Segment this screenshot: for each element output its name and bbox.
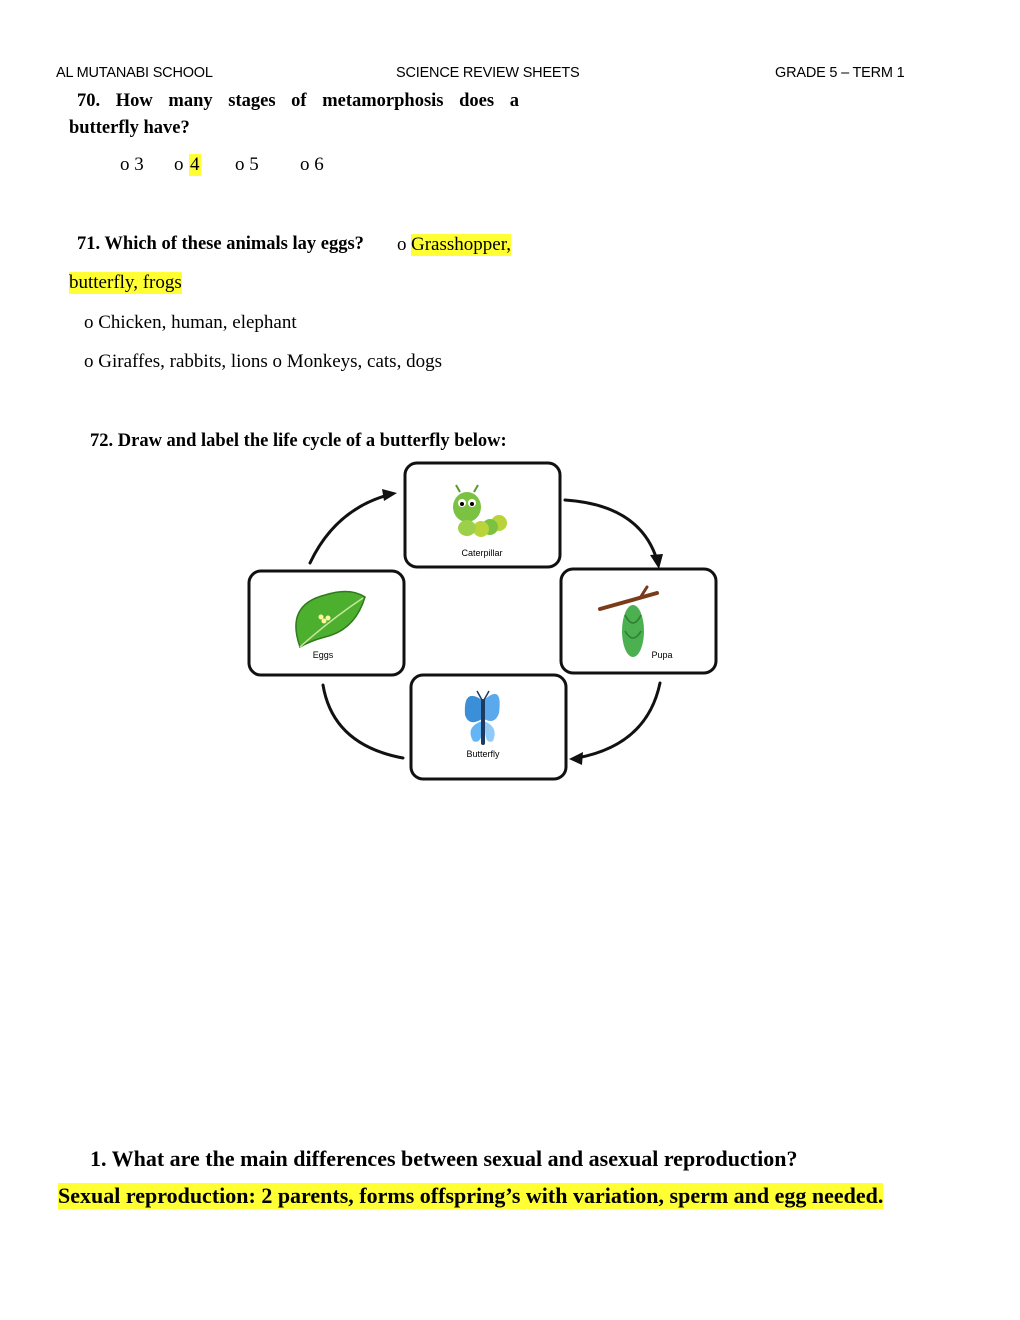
question-71: 71. Which of these animals lay eggs? — [77, 234, 364, 254]
option-4-answer: 4 — [190, 154, 200, 175]
option-a-answer-part2: butterfly, frogs — [69, 272, 182, 293]
option-6: o 6 — [300, 154, 324, 175]
arrow-eggs-to-caterpillar — [310, 495, 388, 563]
arrow-butterfly-to-eggs — [323, 685, 403, 758]
option-c: o Giraffes, rabbits, lions o Monkeys, cats, dogs — [84, 351, 442, 372]
option-3: o 3 — [120, 154, 144, 175]
option-4-marker: o — [174, 154, 184, 175]
question-70 — [69, 88, 519, 142]
option-b: o Chicken, human, elephant — [84, 312, 297, 333]
answer-1: Sexual reproduction: 2 parents, forms offspring’s with variation, sperm and egg needed. — [58, 1183, 884, 1208]
header-school: AL MUTANABI SCHOOL — [56, 65, 213, 81]
option-a-answer-part1: Grasshopper, — [411, 234, 512, 255]
header-title: SCIENCE REVIEW SHEETS — [396, 65, 580, 81]
header-grade: GRADE 5 – TERM 1 — [775, 65, 905, 81]
butterfly-label: Butterfly — [466, 749, 500, 759]
pupa-label: Pupa — [651, 650, 673, 660]
question-1: 1. What are the main differences between sexual and asexual reproduction? — [90, 1146, 798, 1171]
question-70-line2: butterfly have? — [69, 118, 190, 138]
question-70-line1: 70. How many stages of metamorphosis does a — [77, 91, 519, 111]
arrow-caterpillar-to-pupa — [565, 500, 657, 560]
question-72: 72. Draw and label the life cycle of a butterfly below: — [90, 431, 507, 451]
caterpillar-label: Caterpillar — [461, 548, 503, 558]
option-a-marker: o — [397, 234, 407, 255]
arrow-pupa-to-butterfly — [577, 683, 660, 758]
option-5: o 5 — [235, 154, 259, 175]
eggs-label: Eggs — [312, 650, 334, 660]
butterfly-life-cycle-diagram — [245, 455, 725, 785]
